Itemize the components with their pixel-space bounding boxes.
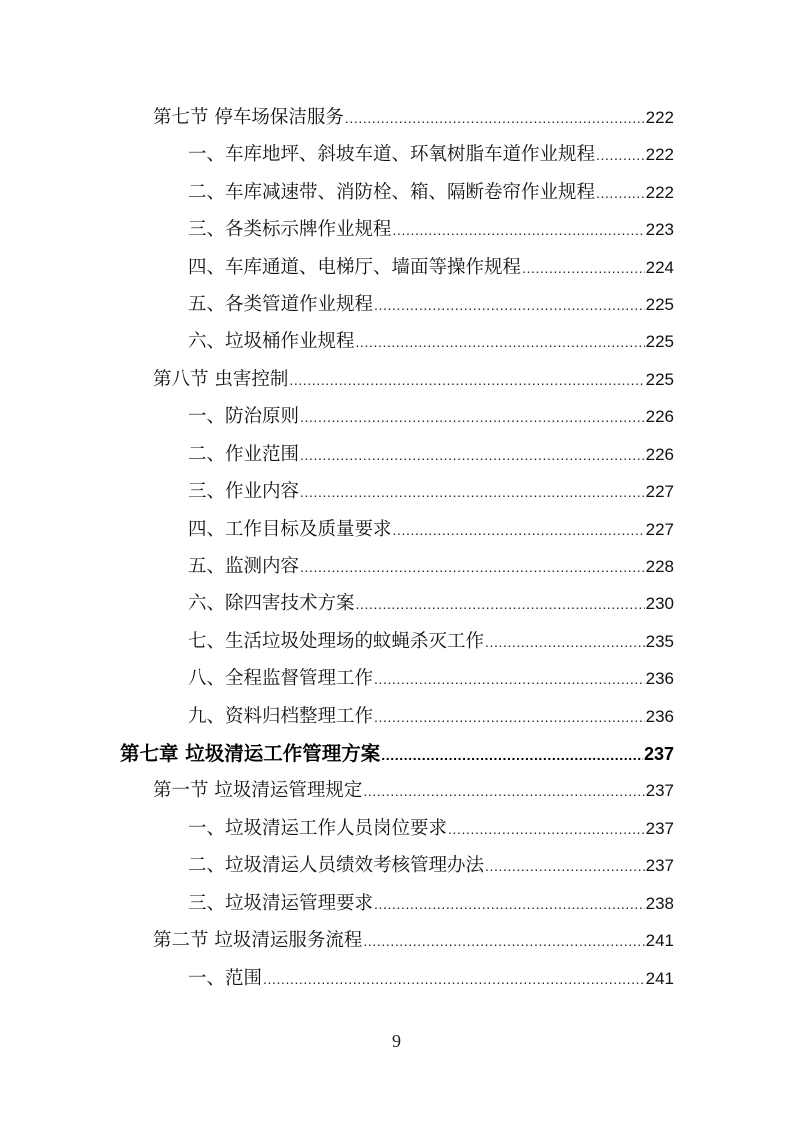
toc-dot-leader (522, 254, 645, 282)
toc-dot-leader (300, 478, 645, 506)
toc-entry-title: 六、除四害技术方案 (188, 593, 355, 614)
toc-entry-title: 七、生活垃圾处理场的蚊蝇杀灭工作 (188, 631, 485, 652)
toc-entry-title: 第七节 停车场保洁服务 (153, 107, 344, 128)
toc-dot-leader (596, 179, 645, 207)
toc-entry-page: 237 (645, 781, 674, 800)
toc-entry-subsection[interactable] (188, 852, 674, 880)
toc-entry-title: 一、防治原则 (188, 406, 300, 427)
toc-entry-title: 九、资料归档整理工作 (188, 706, 374, 727)
toc-dot-leader (374, 703, 645, 731)
toc-dot-leader (374, 890, 645, 918)
toc-entry-title: 第七章 垃圾清运工作管理方案 (120, 742, 381, 765)
toc-dot-leader (448, 815, 645, 843)
toc-entry-subsection[interactable] (188, 179, 674, 207)
toc-entry-title: 第八节 虫害控制 (153, 369, 289, 390)
toc-entry-title: 六、垃圾桶作业规程 (188, 331, 355, 352)
toc-entry-page: 225 (645, 295, 674, 314)
toc-entry-page: 237 (645, 819, 674, 838)
toc-dot-leader (356, 328, 645, 356)
toc-entry-title: 一、车库地坪、斜坡车道、环氧树脂车道作业规程 (188, 144, 596, 165)
toc-dot-leader (300, 553, 645, 581)
toc-entry-title: 五、监测内容 (188, 556, 300, 577)
toc-entry-subsection[interactable] (188, 216, 674, 244)
toc-entry-section[interactable] (153, 104, 674, 132)
toc-entry-page: 225 (645, 370, 674, 389)
toc-entry-page: 238 (645, 894, 674, 913)
toc-entry-title: 四、工作目标及质量要求 (188, 519, 392, 540)
toc-entry-subsection[interactable] (188, 441, 674, 469)
toc-entry-page: 227 (645, 482, 674, 501)
toc-entry-page: 235 (645, 632, 674, 651)
toc-entry-subsection[interactable] (188, 703, 674, 731)
toc-entry-page: 228 (645, 557, 674, 576)
toc-entry-section[interactable] (153, 777, 674, 805)
toc-entry-title: 四、车库通道、电梯厅、墙面等操作规程 (188, 257, 522, 278)
toc-dot-leader (345, 104, 645, 132)
toc-entry-subsection[interactable] (188, 815, 674, 843)
toc-entry-page: 224 (645, 258, 674, 277)
toc-entry-subsection[interactable] (188, 553, 674, 581)
toc-dot-leader (300, 441, 645, 469)
toc-entry-title: 三、作业内容 (188, 481, 300, 502)
toc-entry-title: 二、垃圾清运人员绩效考核管理办法 (188, 855, 485, 876)
toc-entry-chapter[interactable] (120, 740, 674, 768)
toc-entry-title: 第一节 垃圾清运管理规定 (153, 780, 363, 801)
toc-entry-page: 237 (643, 744, 674, 764)
toc-entry-title: 二、车库减速带、消防栓、箱、隔断卷帘作业规程 (188, 182, 596, 203)
toc-dot-leader (596, 141, 645, 169)
toc-dot-leader (393, 216, 645, 244)
toc-entry-section[interactable] (153, 927, 674, 955)
toc-dot-leader (363, 927, 644, 955)
toc-entry-subsection[interactable] (188, 478, 674, 506)
toc-entry-page: 222 (645, 108, 674, 127)
toc-entry-page: 222 (645, 183, 674, 202)
toc-entry-subsection[interactable] (188, 291, 674, 319)
toc-dot-leader (289, 366, 644, 394)
toc-entry-page: 241 (645, 931, 674, 950)
toc-dot-leader (374, 665, 645, 693)
toc-dot-leader (356, 590, 645, 618)
toc-entry-page: 227 (645, 520, 674, 539)
toc-entry-page: 236 (645, 707, 674, 726)
toc-dot-leader (381, 741, 643, 769)
toc-entry-title: 三、各类标示牌作业规程 (188, 219, 392, 240)
toc-entry-page: 225 (645, 332, 674, 351)
toc-entry-page: 236 (645, 669, 674, 688)
toc-entry-page: 237 (645, 856, 674, 875)
toc-entry-subsection[interactable] (188, 328, 674, 356)
toc-entry-title: 第二节 垃圾清运服务流程 (153, 930, 363, 951)
toc-entry-page: 230 (645, 594, 674, 613)
toc-entry-subsection[interactable] (188, 516, 674, 544)
toc-entry-subsection[interactable] (188, 965, 674, 993)
toc-entry-title: 五、各类管道作业规程 (188, 294, 374, 315)
toc-dot-leader (363, 777, 644, 805)
toc-dot-leader (300, 403, 645, 431)
toc-entry-subsection[interactable] (188, 628, 674, 656)
toc-entry-page: 226 (645, 445, 674, 464)
toc-dot-leader (485, 628, 645, 656)
toc-entry-subsection[interactable] (188, 141, 674, 169)
toc-dot-leader (393, 516, 645, 544)
toc-entry-subsection[interactable] (188, 590, 674, 618)
toc-entry-section[interactable] (153, 366, 674, 394)
toc-dot-leader (263, 965, 645, 993)
toc-entry-subsection[interactable] (188, 254, 674, 282)
toc-entry-page: 226 (645, 407, 674, 426)
toc-dot-leader (485, 852, 645, 880)
toc-entry-subsection[interactable] (188, 403, 674, 431)
toc-entry-page: 222 (645, 145, 674, 164)
toc-entry-page: 241 (645, 969, 674, 988)
toc-entry-subsection[interactable] (188, 665, 674, 693)
toc-entry-title: 八、全程监督管理工作 (188, 668, 374, 689)
toc-entry-title: 三、垃圾清运管理要求 (188, 893, 374, 914)
toc-dot-leader (374, 291, 645, 319)
page-number: 9 (392, 1031, 401, 1051)
toc-entry-title: 一、垃圾清运工作人员岗位要求 (188, 818, 448, 839)
toc-entry-page: 223 (645, 220, 674, 239)
toc-entry-title: 二、作业范围 (188, 444, 300, 465)
toc-entry-title: 一、范围 (188, 968, 263, 989)
toc-entry-subsection[interactable] (188, 890, 674, 918)
